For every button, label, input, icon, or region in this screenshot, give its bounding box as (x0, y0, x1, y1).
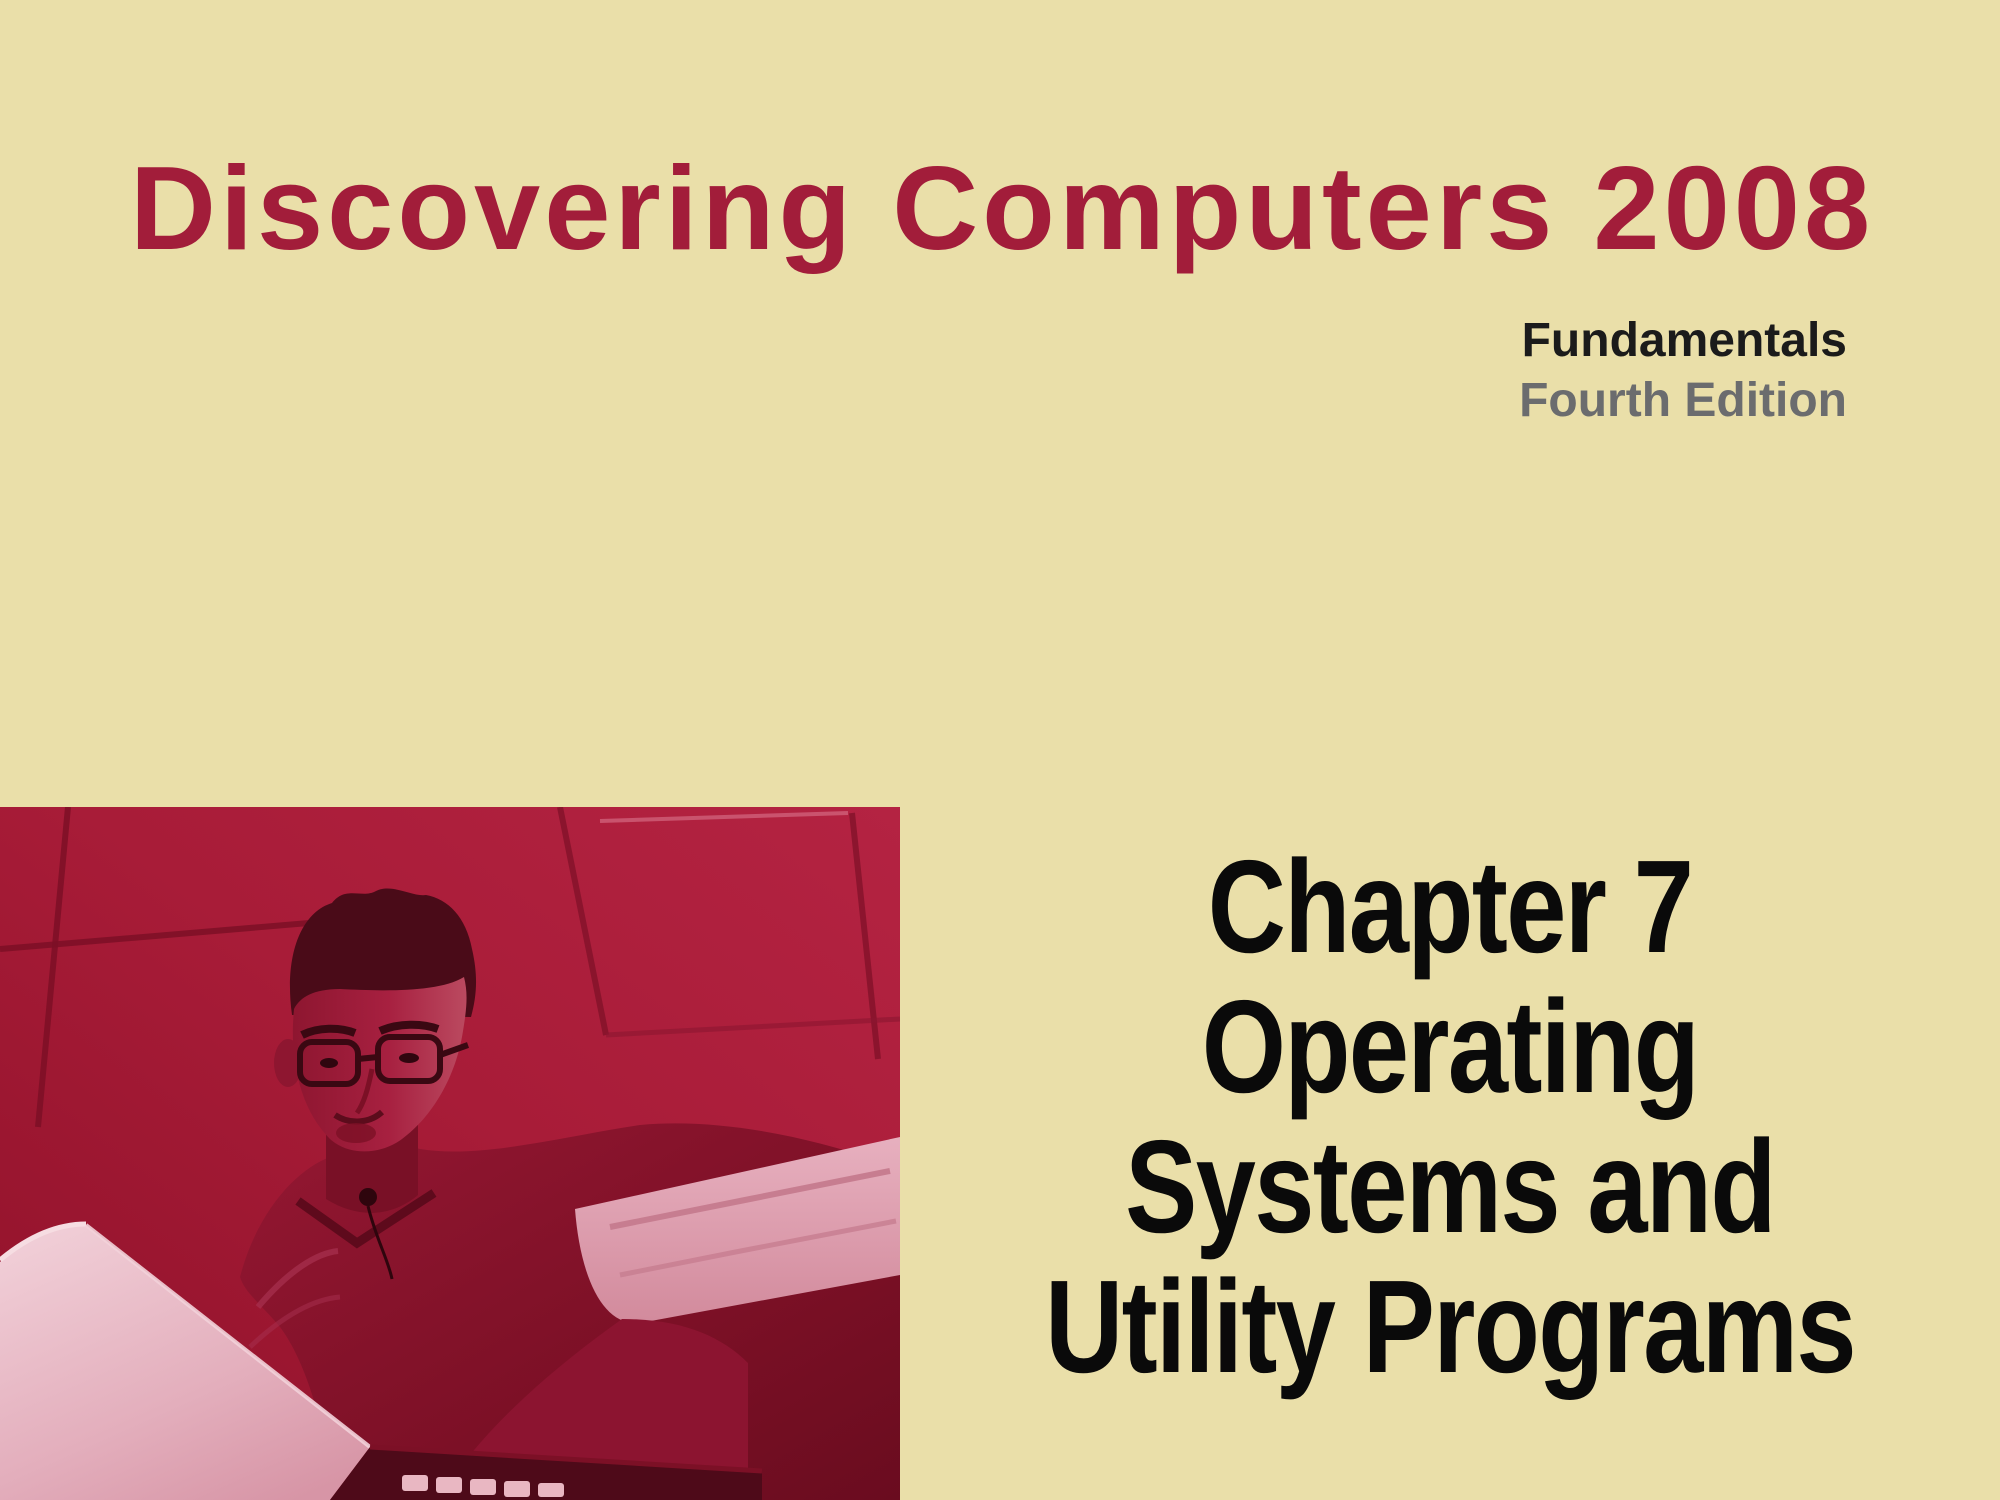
book-title: Discovering Computers 2008 (130, 142, 1875, 275)
edition-number: Fourth Edition (1519, 374, 1847, 427)
chapter-photo (0, 807, 900, 1500)
chapter-title (999, 833, 1901, 1400)
chapter-line-1: Chapter 7 (1207, 833, 1693, 980)
chapter-line-3: Systems and (1125, 1113, 1775, 1260)
edition-name: Fundamentals (1521, 314, 1847, 367)
chapter-line-2: Operating (1201, 973, 1699, 1120)
photo-illustration (0, 807, 900, 1500)
edition-block (1519, 311, 1847, 431)
chapter-line-4: Utility Programs (1045, 1253, 1855, 1400)
